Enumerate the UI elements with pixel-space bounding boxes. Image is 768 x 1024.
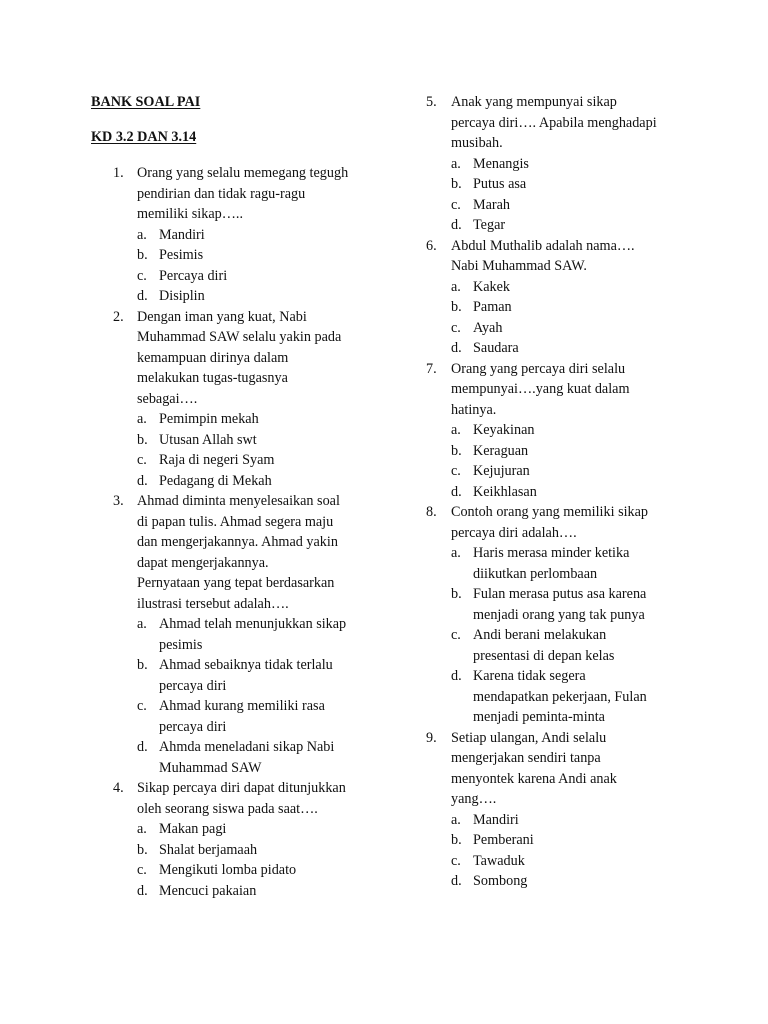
option-letter: d. [451,483,462,500]
option-text-line: Pesimis [159,247,204,263]
answer-option [137,430,381,451]
question-number: 7. [426,360,437,377]
option-letter: a. [451,811,461,828]
option-text-line: Keraguan [473,442,529,459]
question-item [91,163,381,307]
option-text-line: Sombong [473,873,528,889]
option-letter: c. [451,319,461,336]
answer-option [137,737,381,778]
question-text-line: di papan tulis. Ahmad segera maju [137,513,334,530]
option-letter: c. [451,196,461,213]
question-number: 8. [426,504,437,520]
option-text-line: Mengikuti lomba pidato [159,862,297,878]
question-text-line: percaya diri…. Apabila menghadapi [451,114,657,131]
option-letter: a. [137,411,147,427]
option-letter: b. [137,431,148,448]
answer-option [137,409,381,430]
answer-option [451,584,716,625]
option-text-line: Mandiri [159,226,205,243]
question-text [451,728,716,810]
option-letter: b. [451,299,462,315]
option-letter: d. [451,340,462,356]
option-letter: b. [451,586,462,602]
answer-option [451,851,716,872]
option-text-line: Ahmad sebaiknya tidak terlalu [159,657,333,673]
question-item [91,491,381,778]
answer-option [451,461,716,482]
option-text-line: Menangis [473,155,529,172]
answer-option [451,318,716,339]
option-letter: c. [451,627,461,643]
answer-option [451,666,716,728]
question-number: 3. [113,493,124,509]
question-text-line: Contoh orang yang memiliki sikap [451,504,649,520]
option-text-line: percaya diri [159,718,227,735]
question-text-line: Sikap percaya diri dapat ditunjukkan [137,780,346,796]
question-text-line: dan mengerjakannya. Ahmad yakin [137,534,338,550]
answer-option [137,471,381,492]
answer-option [451,277,716,298]
option-letter: d. [137,882,148,899]
answer-option [137,286,381,307]
option-letter: a. [451,278,461,295]
option-letter: c. [451,852,461,869]
question-text-line: pendirian dan tidak ragu-ragu [137,185,306,202]
question-item [426,728,716,892]
option-text-line: Utusan Allah swt [159,431,257,448]
option-text-line: Shalat berjamaah [159,841,258,858]
option-letter: b. [451,176,462,192]
question-text-line: dapat mengerjakannya. [137,554,269,571]
question-text [451,502,716,543]
option-letter: d. [451,217,462,233]
question-text-line: mempunyai….yang kuat dalam [451,381,630,397]
question-text-line: Setiap ulangan, Andi selalu [451,729,607,746]
answer-option [137,614,381,655]
answer-option [451,174,716,195]
question-text [137,307,381,410]
question-item [91,307,381,492]
option-letter: c. [137,862,147,878]
option-text-line: Ahmda meneladani sikap Nabi [159,739,335,755]
right-column [426,92,716,892]
answer-option [451,871,716,892]
question-item [426,92,716,236]
answer-option [451,297,716,318]
question-text-line: hatinya. [451,401,497,418]
answer-option [451,830,716,851]
question-text-line: Dengan iman yang kuat, Nabi [137,308,307,325]
question-text-line: melakukan tugas-tugasnya [137,370,288,386]
option-letter: a. [451,155,461,172]
question-item [426,359,716,503]
option-text-line: Pemberani [473,832,534,848]
option-text-line: Makan pagi [159,821,227,837]
option-letter: a. [451,422,461,438]
answer-option [451,482,716,503]
answer-option [451,810,716,831]
option-text-line: menjadi orang yang tak punya [473,606,645,623]
question-text-line: yang…. [451,791,497,807]
option-letter: d. [137,472,148,489]
left-column [91,92,381,901]
answer-option [451,543,716,584]
question-list-left [91,163,381,901]
option-text-line: Ayah [473,319,503,336]
question-number: 6. [426,237,437,254]
option-text-line: Mencuci pakaian [159,882,257,899]
answer-option [451,625,716,666]
question-text-line: Orang yang selalu memegang tegugh [137,165,349,181]
answer-option [137,696,381,737]
question-text-line: Orang yang percaya diri selalu [451,360,626,377]
question-text [451,236,716,277]
answer-option [137,655,381,696]
question-number: 1. [113,165,124,181]
question-text-line: Abdul Muthalib adalah nama…. [451,237,635,254]
question-text [137,491,381,614]
option-text-line: Muhammad SAW [159,759,262,776]
question-item [426,236,716,359]
option-text-line: Tegar [473,217,506,233]
question-text-line: Ahmad diminta menyelesaikan soal [137,493,340,509]
option-text-line: Tawaduk [473,852,525,869]
option-letter: d. [137,739,148,755]
answer-option [137,266,381,287]
answer-option [451,195,716,216]
document-title: BANK SOAL PAI [91,94,201,110]
option-text-line: presentasi di depan kelas [473,647,615,664]
answer-option [451,441,716,462]
option-letter: b. [451,442,462,459]
option-letter: d. [451,668,462,684]
option-text-line: Fulan merasa putus asa karena [473,586,647,602]
question-number: 5. [426,94,437,110]
question-item [426,502,716,728]
question-text-line: sebagai…. [137,390,198,407]
question-text-line: percaya diri adalah…. [451,524,577,541]
option-text-line: Raja di negeri Syam [159,452,275,468]
question-list-right [426,92,716,892]
answer-option [137,860,381,881]
option-text-line: Kejujuran [473,463,530,479]
question-text [451,359,716,421]
option-letter: c. [137,698,147,714]
answer-option [137,450,381,471]
answer-option [137,819,381,840]
option-letter: b. [137,657,148,673]
question-text-line: Pernyataan yang tepat berdasarkan [137,575,335,591]
answer-option [137,245,381,266]
option-letter: b. [137,841,148,858]
question-text [137,163,381,225]
option-text-line: Keyakinan [473,422,535,438]
question-text [451,92,716,154]
question-number: 4. [113,780,124,796]
option-letter: a. [137,616,147,632]
answer-option [451,338,716,359]
option-text-line: Saudara [473,340,519,356]
option-text-line: Mandiri [473,811,519,828]
option-text-line: Pemimpin mekah [159,411,259,427]
option-text-line: Paman [473,299,512,315]
option-text-line: percaya diri [159,677,227,694]
option-text-line: Andi berani melakukan [473,627,607,643]
document-subtitle: KD 3.2 DAN 3.14 [91,128,197,145]
question-number: 9. [426,729,437,746]
answer-option [451,420,716,441]
option-text-line: Haris merasa minder ketika [473,545,630,561]
answer-option [137,225,381,246]
option-text-line: Putus asa [473,176,527,192]
question-text-line: Anak yang mempunyai sikap [451,94,617,110]
answer-option [451,215,716,236]
option-text-line: Karena tidak segera [473,668,586,684]
question-item [91,778,381,901]
option-text-line: menjadi peminta-minta [473,709,605,725]
option-text-line: diikutkan perlombaan [473,565,598,582]
option-text-line: Pedagang di Mekah [159,472,272,489]
question-text-line: kemampuan dirinya dalam [137,349,289,366]
option-text-line: pesimis [159,636,203,653]
question-text-line: menyontek karena Andi anak [451,770,617,787]
question-text [137,778,381,819]
answer-option [137,881,381,902]
option-text-line: Kakek [473,278,511,295]
option-letter: b. [451,832,462,848]
option-text-line: Keikhlasan [473,483,537,500]
option-letter: c. [137,452,147,468]
question-text-line: musibah. [451,135,503,151]
option-letter: d. [137,288,148,304]
option-letter: a. [137,821,147,837]
option-text-line: Ahmad kurang memiliki rasa [159,698,325,714]
option-letter: d. [451,873,462,889]
option-text-line: Ahmad telah menunjukkan sikap [159,616,347,632]
option-letter: a. [137,226,147,243]
option-text-line: Disiplin [159,288,205,304]
option-letter: c. [451,463,461,479]
option-text-line: Marah [473,196,511,213]
option-text-line: mendapatkan pekerjaan, Fulan [473,688,647,705]
question-text-line: oleh seorang siswa pada saat…. [137,800,318,817]
option-letter: c. [137,267,147,284]
question-text-line: Nabi Muhammad SAW. [451,258,587,274]
question-text-line: ilustrasi tersebut adalah…. [137,595,289,612]
option-text-line: Percaya diri [159,267,228,284]
question-text-line: memiliki sikap….. [137,206,244,222]
option-letter: b. [137,247,148,263]
answer-option [451,154,716,175]
answer-option [137,840,381,861]
question-text-line: mengerjakan sendiri tanpa [451,750,601,766]
question-text-line: Muhammad SAW selalu yakin pada [137,329,342,345]
question-number: 2. [113,308,124,325]
option-letter: a. [451,545,461,561]
